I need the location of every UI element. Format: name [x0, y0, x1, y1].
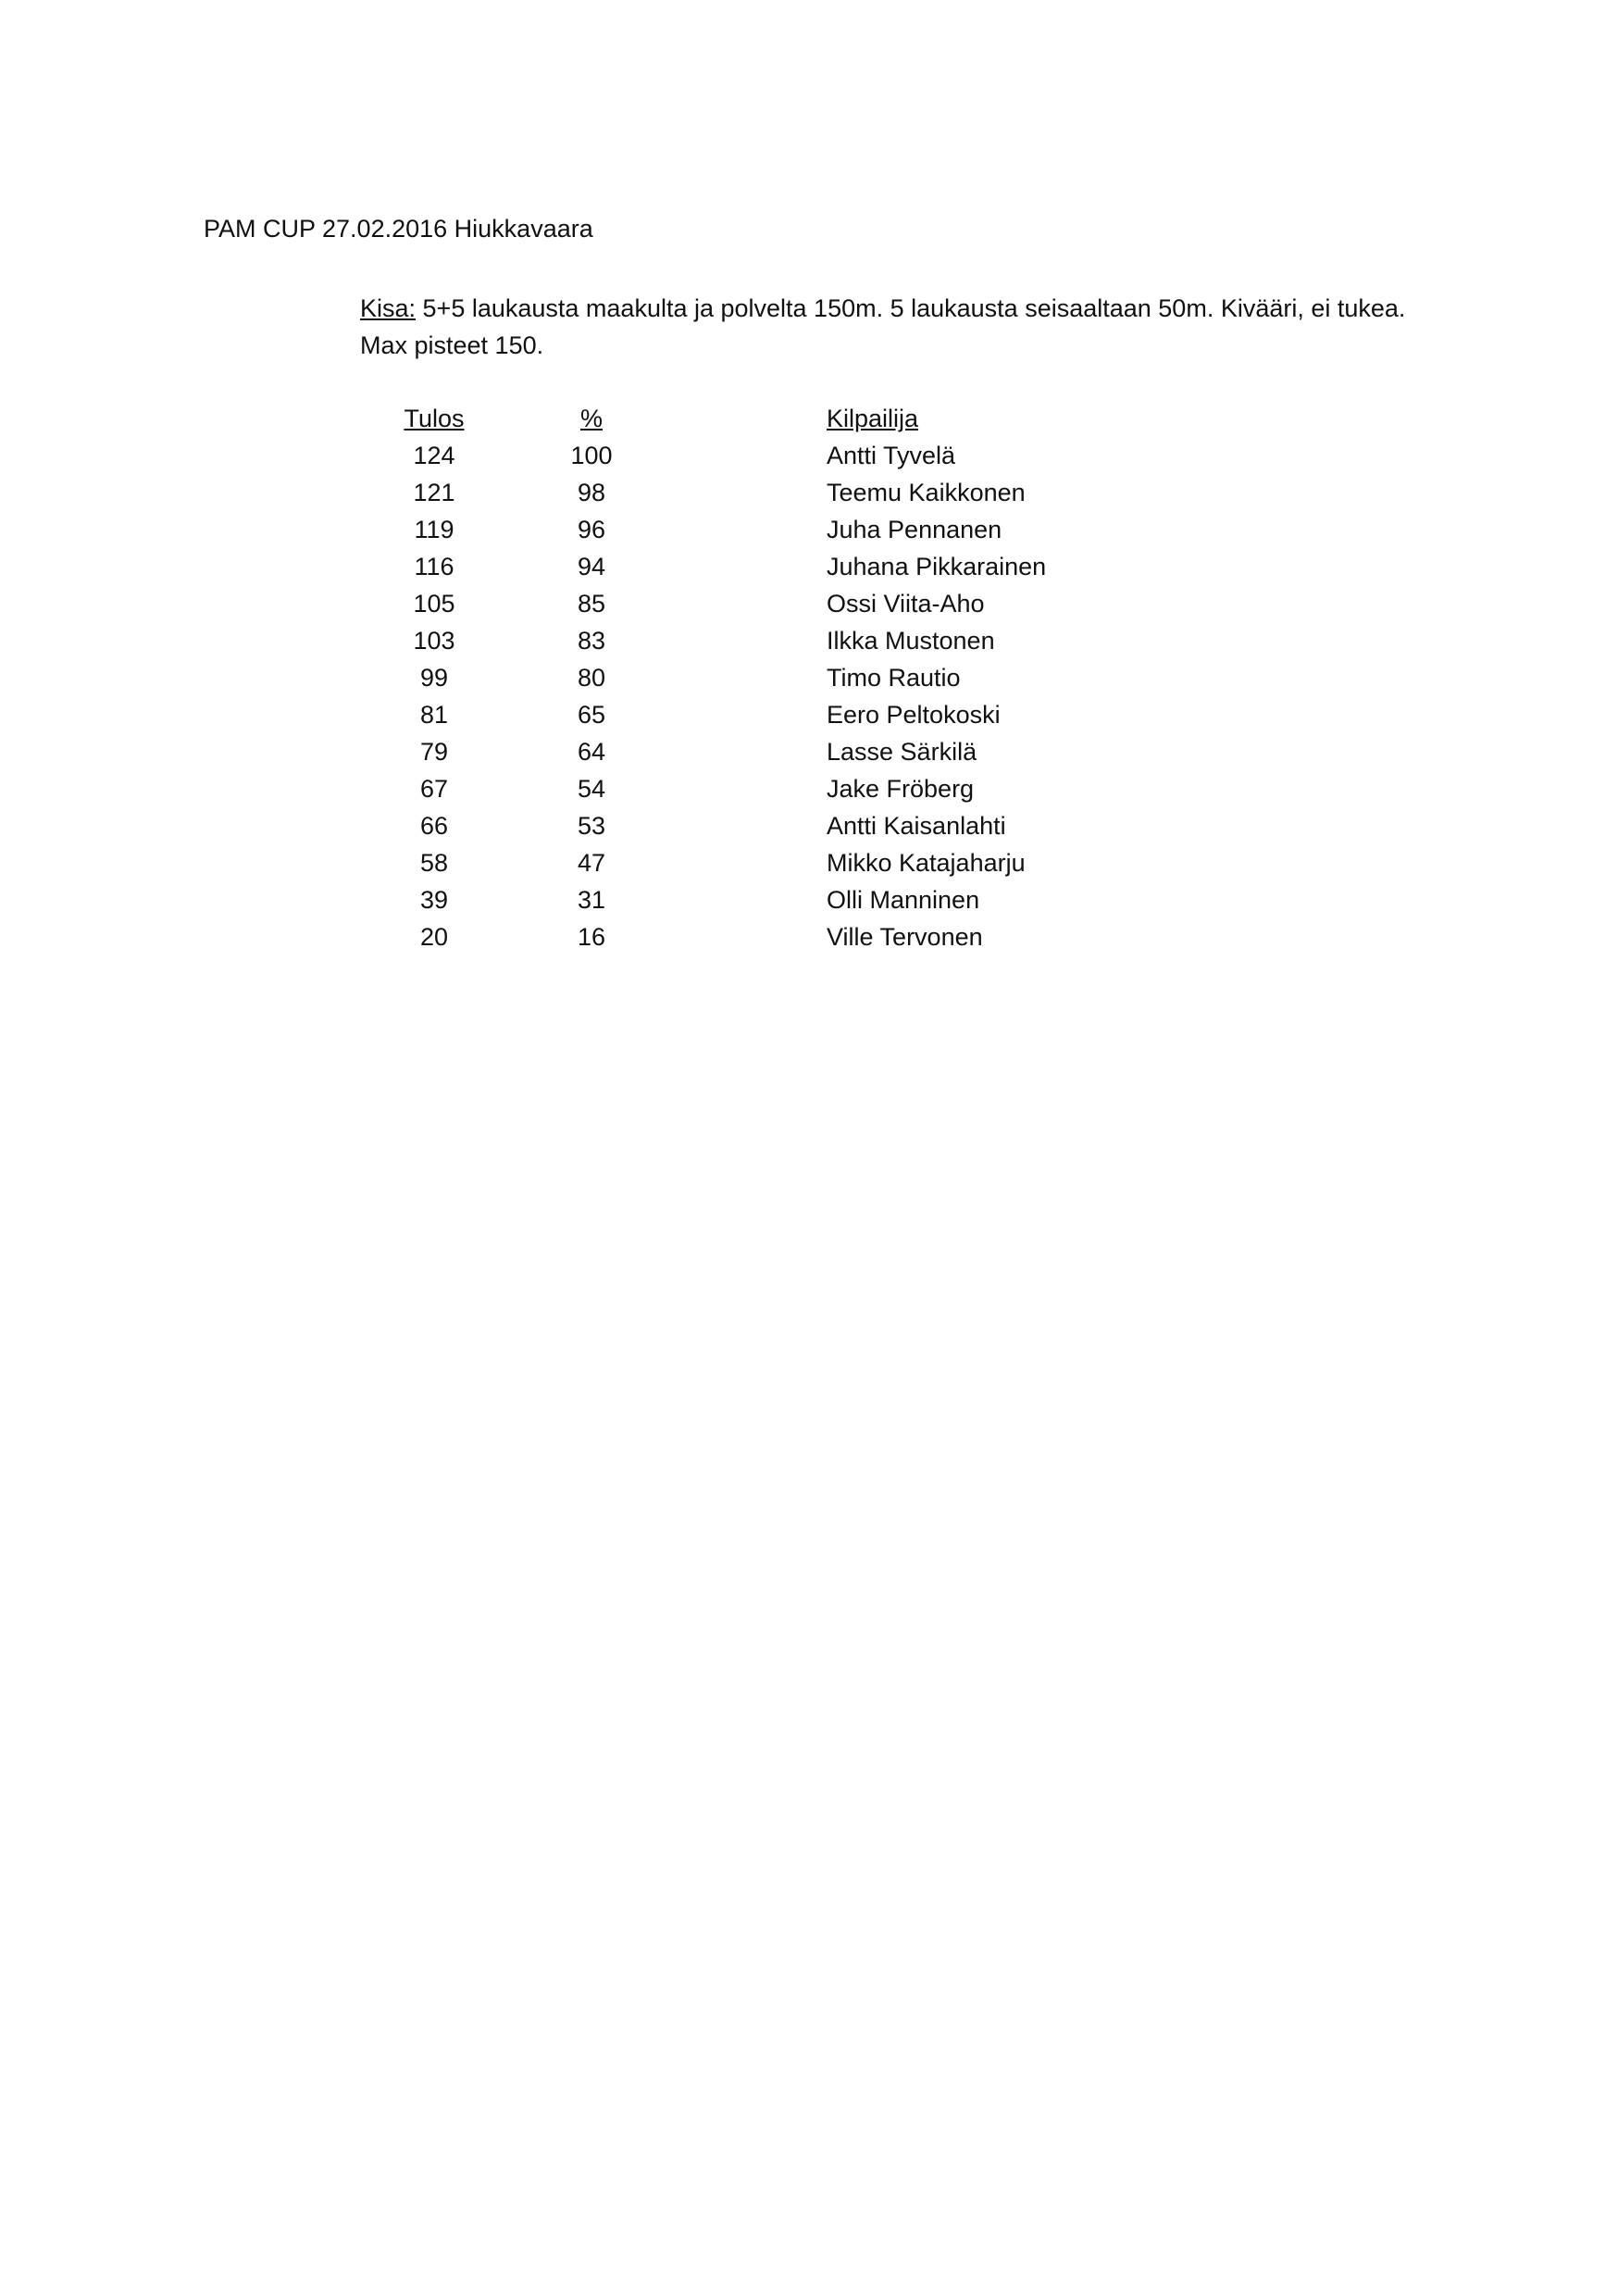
results-body	[360, 437, 1193, 955]
results-header-row	[360, 400, 1193, 437]
result-competitor: Ilkka Mustonen	[827, 627, 995, 655]
competition-line	[360, 290, 1471, 327]
result-percent: 94	[577, 553, 606, 580]
result-percent: 100	[570, 442, 613, 469]
result-percent: 16	[577, 923, 606, 951]
header-score: Tulos	[404, 405, 465, 432]
result-competitor: Ville Tervonen	[827, 923, 983, 951]
result-score: 39	[419, 886, 449, 914]
table-row	[360, 881, 1193, 918]
header-competitor: Kilpailija	[827, 405, 919, 432]
result-percent: 53	[577, 812, 606, 840]
result-competitor: Juhana Pikkarainen	[827, 553, 1047, 580]
result-competitor: Lasse Särkilä	[827, 738, 977, 766]
table-row	[360, 918, 1193, 955]
result-competitor: Antti Tyvelä	[827, 442, 956, 469]
result-competitor: Jake Fröberg	[827, 775, 975, 803]
result-competitor: Timo Rautio	[827, 664, 961, 692]
results-table	[360, 400, 1193, 955]
result-score: 103	[413, 627, 455, 655]
result-score: 121	[413, 479, 455, 506]
result-percent: 80	[577, 664, 606, 692]
table-row	[360, 659, 1193, 696]
result-percent: 65	[577, 701, 606, 729]
result-score: 99	[419, 664, 449, 692]
result-percent: 64	[577, 738, 606, 766]
competition-label: Kisa:	[360, 294, 417, 322]
result-score: 124	[413, 442, 455, 469]
result-percent: 96	[577, 516, 606, 543]
competition-text: 5+5 laukausta maakulta ja polvelta 150m. 5 laukausta seisaaltaan 50m. Kivääri, ei tukea.	[416, 294, 1406, 322]
result-percent: 54	[577, 775, 606, 803]
max-points: Max pisteet 150.	[360, 331, 544, 359]
result-percent: 98	[577, 479, 606, 506]
result-percent: 47	[577, 849, 606, 877]
result-score: 67	[419, 775, 449, 803]
table-row	[360, 474, 1193, 511]
table-row	[360, 844, 1193, 881]
table-row	[360, 807, 1193, 844]
table-row	[360, 511, 1193, 548]
table-row	[360, 733, 1193, 770]
result-score: 119	[414, 516, 454, 543]
table-row	[360, 437, 1193, 474]
result-competitor: Olli Manninen	[827, 886, 980, 914]
header-percent: %	[579, 405, 603, 432]
result-score: 81	[419, 701, 449, 729]
result-competitor: Juha Pennanen	[827, 516, 1002, 543]
result-score: 105	[413, 590, 455, 618]
result-competitor: Antti Kaisanlahti	[827, 812, 1006, 840]
result-score: 116	[414, 553, 454, 580]
result-competitor: Ossi Viita-Aho	[827, 590, 985, 618]
table-row	[360, 622, 1193, 659]
result-percent: 83	[577, 627, 606, 655]
result-percent: 85	[577, 590, 606, 618]
competition-description	[360, 290, 1471, 364]
table-row	[360, 770, 1193, 807]
result-percent: 31	[577, 886, 606, 914]
result-score: 20	[419, 923, 449, 951]
result-competitor: Eero Peltokoski	[827, 701, 1001, 729]
result-competitor: Mikko Katajaharju	[827, 849, 1026, 877]
result-score: 66	[419, 812, 449, 840]
table-row	[360, 585, 1193, 622]
result-score: 79	[419, 738, 449, 766]
document-title: PAM CUP 27.02.2016 Hiukkavaara	[204, 215, 593, 243]
table-row	[360, 696, 1193, 733]
result-competitor: Teemu Kaikkonen	[827, 479, 1026, 506]
table-row	[360, 548, 1193, 585]
result-score: 58	[419, 849, 449, 877]
